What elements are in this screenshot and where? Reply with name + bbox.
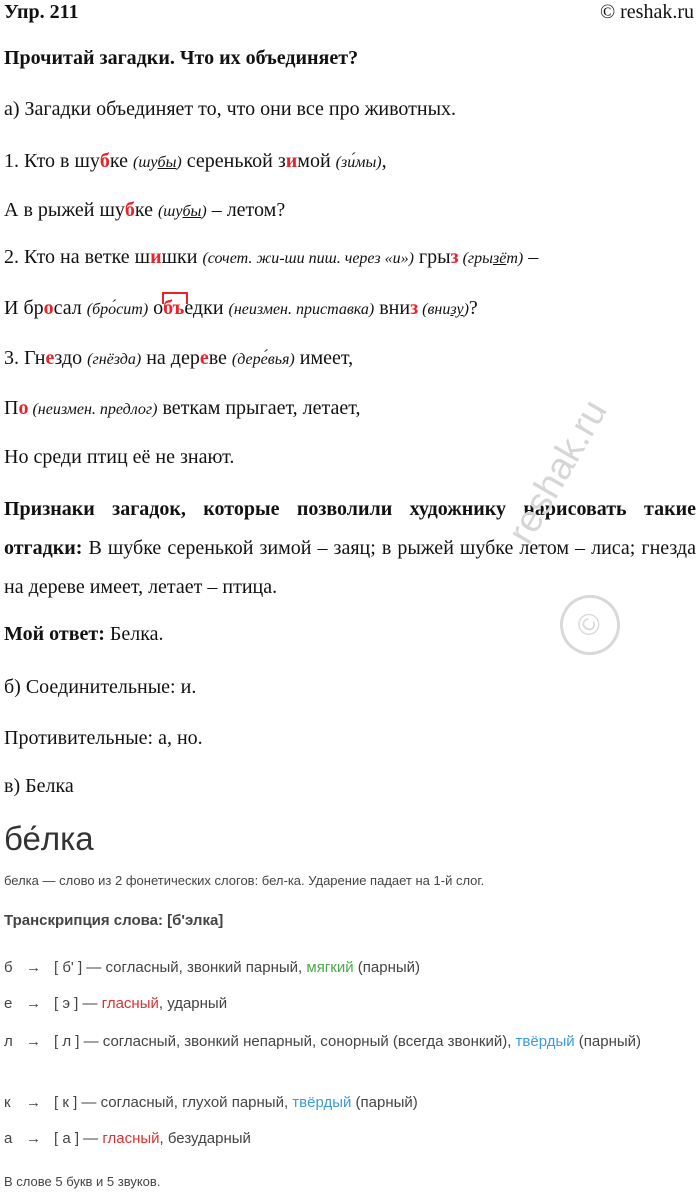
- letter-row: [4, 956, 692, 980]
- hint: (гнёзда): [87, 351, 142, 368]
- hint: (неизмен. предлог): [28, 401, 158, 418]
- hint: (внизу): [418, 301, 469, 318]
- riddle-3-line-1: 3. Гнездо (гнёзда) на дереве (дере́вья) имеет,: [4, 347, 354, 369]
- letter-row: [4, 1091, 692, 1115]
- task-title: Прочитай загадки. Что их объединяет?: [4, 47, 359, 69]
- letter-letter: л: [4, 1033, 13, 1050]
- letter-arrow: →: [26, 995, 41, 1012]
- my-answer: Мой ответ: Белка.: [4, 623, 164, 645]
- letter-tail: , безударный: [159, 1130, 251, 1147]
- prefix-bracket: бъ: [163, 296, 184, 320]
- letter-row: [4, 992, 692, 1016]
- letter-count: В слове 5 букв и 5 звуков.: [4, 1174, 161, 1189]
- letter-sound-quality: твёрдый: [515, 1033, 575, 1050]
- letter-sound: [ л ]: [54, 1033, 80, 1050]
- hint: (шубы): [133, 154, 182, 171]
- exercise-number: Упр. 211: [4, 1, 79, 23]
- letter-arrow: →: [26, 1130, 41, 1147]
- letter-sound: [ а ]: [54, 1130, 80, 1147]
- hint: (неизмен. приставка): [228, 301, 375, 318]
- letter-letter: к: [4, 1094, 11, 1111]
- letter-arrow: →: [26, 1094, 41, 1111]
- letter-arrow: →: [26, 1033, 41, 1050]
- riddle-2-line-1: 2. Кто на ветке шишки (сочет. жи-ши пиш. через «и») грыз (грызёт) –: [4, 246, 539, 268]
- riddle-3-line-2: По (неизмен. предлог) веткам прыгает, летает,: [4, 397, 361, 419]
- hint: (сочет. жи-ши пиш. через «и»): [202, 250, 414, 267]
- letter-row: [4, 1127, 692, 1151]
- letter-row: [4, 1030, 692, 1054]
- letter-description: —: [79, 1130, 103, 1147]
- letter-sound: [ э ]: [54, 995, 79, 1012]
- letter-sound-quality: гласный: [101, 995, 159, 1012]
- answer-v: в) Белка: [4, 775, 74, 797]
- syllables-info: белка — слово из 2 фонетических слогов: бел-ка. Ударение падает на 1-й слог.: [4, 873, 485, 888]
- letter-arrow: →: [26, 959, 41, 976]
- answer-a: а) Загадки объединяет то, что они все про животных.: [4, 98, 457, 120]
- letter-tail: (парный): [351, 1094, 418, 1111]
- letter-tail: (парный): [574, 1033, 642, 1050]
- watermark-text: reshak.ru: [500, 392, 616, 551]
- riddle-3-line-3: Но среди птиц её не знают.: [4, 446, 235, 468]
- letter-letter: а: [4, 1130, 13, 1147]
- answer-b-conjunctive: б) Соединительные: и.: [4, 676, 197, 698]
- letter-letter: е: [4, 995, 13, 1012]
- hint: (шубы): [157, 203, 207, 220]
- riddle-1-line-1: 1. Кто в шубке (шубы) серенькой зимой (зи́мы),: [4, 150, 387, 172]
- hint: (дере́вья): [231, 351, 295, 368]
- word-title: бе́лка: [4, 820, 94, 857]
- riddle-2-line-2: И бросал (бро́сит) о бъедки (неизмен. приставка) вниз (внизу)?: [4, 296, 696, 322]
- letter-description: — согласный, глухой парный,: [77, 1094, 293, 1111]
- page-header: [4, 0, 694, 26]
- signs-paragraph: Признаки загадок, которые позволили художнику нарисовать такие отгадки: В шубке серенькой зимой – заяц; в рыжей шубке летом – лиса; гнезда на дереве имеет, летает – птица.: [4, 498, 696, 598]
- copyright-icon: ©: [549, 584, 631, 666]
- letter-sound-quality: мягкий: [306, 959, 354, 976]
- riddle-1-line-2: А в рыжей шубке (шубы) – летом?: [4, 199, 286, 221]
- transcription: Транскрипция слова: [б'элка]: [4, 912, 224, 929]
- letter-description: —: [78, 995, 102, 1012]
- hint: (зи́мы): [335, 154, 382, 171]
- hint: (грызёт): [458, 250, 524, 267]
- letter-tail: (парный): [353, 959, 421, 976]
- hint: (бро́сит): [86, 301, 149, 318]
- letter-sound-quality: твёрдый: [292, 1094, 352, 1111]
- answer-b-adversative: Противительные: а, но.: [4, 727, 203, 749]
- letter-sound: [ б' ]: [54, 959, 83, 976]
- letter-tail: , ударный: [158, 995, 228, 1012]
- letter-description: — согласный, звонкий парный,: [82, 959, 307, 976]
- letter-description: — согласный, звонкий непарный, сонорный (всегда звонкий),: [79, 1033, 516, 1050]
- site-copyright: © reshak.ru: [599, 1, 694, 23]
- letter-letter: б: [4, 959, 13, 976]
- letter-sound-quality: гласный: [102, 1130, 160, 1147]
- letter-sound: [ к ]: [54, 1094, 78, 1111]
